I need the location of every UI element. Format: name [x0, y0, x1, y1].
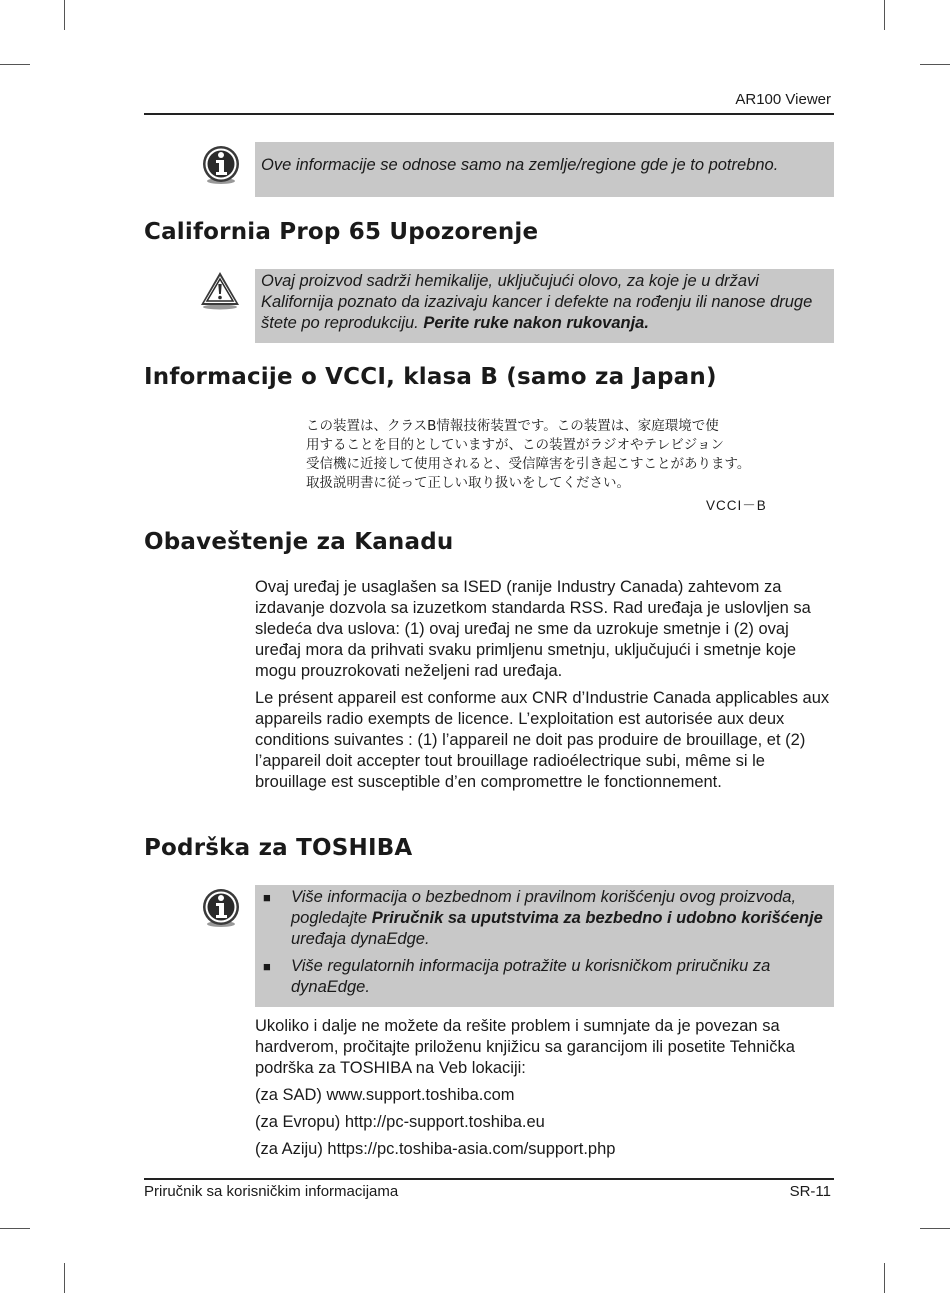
bullet-square-icon: ■: [263, 890, 271, 905]
support-bullet: [261, 887, 828, 950]
warning-icon: [199, 270, 239, 310]
note-box: [255, 142, 834, 197]
canada-paragraph-fr: Le présent appareil est conforme aux CNR d’Industrie Canada applicables aux appareils radio exempts de licence. L’exploitation est autorisée aux deux conditions suivantes : (1) l’appareil ne doit pas produire de brouillage, et (2) l’appareil doit accepter tout brouillage radioélectrique subi, même si le brouillage est susceptible d’en compromettre le fonctionnement.: [255, 689, 830, 791]
canada-paragraph-sr: Ovaj uređaj je usaglašen sa ISED (ranije Industry Canada) zahtevom za izdavanje dozvola sa izuzetkom standarda RSS. Rad uređaja je uslovljen sa sledeća dva uslova: (1) ovaj uređaj ne sme da uzrokuje smetnje i (2) ovaj uređaj mora da prihvati svaku primljenu smetnju, uključujući i smetnje koje mogu prouzrokovati neželjeni rad uređaja.: [255, 578, 811, 680]
canada-text: [255, 577, 839, 799]
vcci-line: 受信機に近接して使用されると、受信障害を引き起こすことがあります。: [306, 456, 751, 472]
vcci-label: VCCI－B: [706, 498, 767, 513]
crop-mark: [64, 1263, 65, 1293]
warning-text: Ovaj proizvod sadrži hemikalije, uključujući olovo, za koje je u državi Kalifornija poznato da izazivaju kancer i defekte na rođenju ili nanose druge štete po reprodukciju.: [261, 272, 813, 332]
heading-vcci: Informacije o VCCI, klasa B (samo za Japan): [144, 364, 717, 390]
crop-mark: [0, 1228, 30, 1229]
crop-mark: [920, 64, 950, 65]
vcci-line: 取扱説明書に従って正しい取り扱いをしてください。: [306, 475, 630, 491]
page-number: SR-11: [789, 1183, 831, 1200]
heading-canada: Obaveštenje za Kanadu: [144, 529, 454, 555]
bullet-text: Više informacija o bezbednom i pravilnom korišćenju ovog proizvoda, pogledajte: [291, 888, 797, 927]
support-link-europe[interactable]: (za Evropu) http://pc-support.toshiba.eu: [255, 1113, 545, 1131]
bullet-text: uređaja dynaEdge.: [291, 930, 430, 948]
bullet-square-icon: ■: [263, 959, 271, 974]
crop-mark: [884, 0, 885, 30]
header-title: AR100 Viewer: [735, 91, 831, 108]
footer-rule: [144, 1178, 834, 1180]
note-text: Ove informacije se odnose samo na zemlje/regione gde je to potrebno.: [261, 156, 779, 174]
crop-mark: [920, 1228, 950, 1229]
crop-mark: [0, 64, 30, 65]
support-bullet: [261, 956, 828, 998]
vcci-japanese-text: [306, 417, 786, 493]
info-icon: [201, 145, 241, 185]
support-link-usa[interactable]: (za SAD) www.support.toshiba.com: [255, 1086, 515, 1104]
support-paragraph: Ukoliko i dalje ne možete da rešite problem i sumnjate da je povezan sa hardverom, pročitajte priloženu knjižicu sa garancijom ili posetite Tehnička podrška za TOSHIBA na Veb lokaciji:: [255, 1017, 795, 1077]
support-link-asia[interactable]: (za Aziju) https://pc.toshiba-asia.com/support.php: [255, 1140, 616, 1158]
support-text: [255, 1016, 839, 1166]
heading-support: Podrška za TOSHIBA: [144, 835, 413, 861]
manual-title: Priručnik sa uputstvima za bezbedno i udobno korišćenje: [371, 909, 823, 927]
warning-bold-text: Perite ruke nakon rukovanja.: [423, 314, 649, 332]
crop-mark: [64, 0, 65, 30]
vcci-line: この装置は、クラスB情報技術装置です。この装置は、家庭環境で使: [306, 418, 719, 434]
bullet-text: Više regulatornih informacija potražite u korisničkom priručniku za dynaEdge.: [291, 957, 771, 996]
header-rule: [144, 113, 834, 115]
crop-mark: [884, 1263, 885, 1293]
support-note-box: [255, 885, 834, 1007]
heading-prop65: California Prop 65 Upozorenje: [144, 219, 539, 245]
info-icon: [201, 888, 241, 928]
warning-box: [255, 269, 834, 343]
footer-title: Priručnik sa korisničkim informacijama: [144, 1183, 399, 1200]
vcci-line: 用することを目的としていますが、この装置がラジオやテレビジョン: [306, 437, 724, 453]
